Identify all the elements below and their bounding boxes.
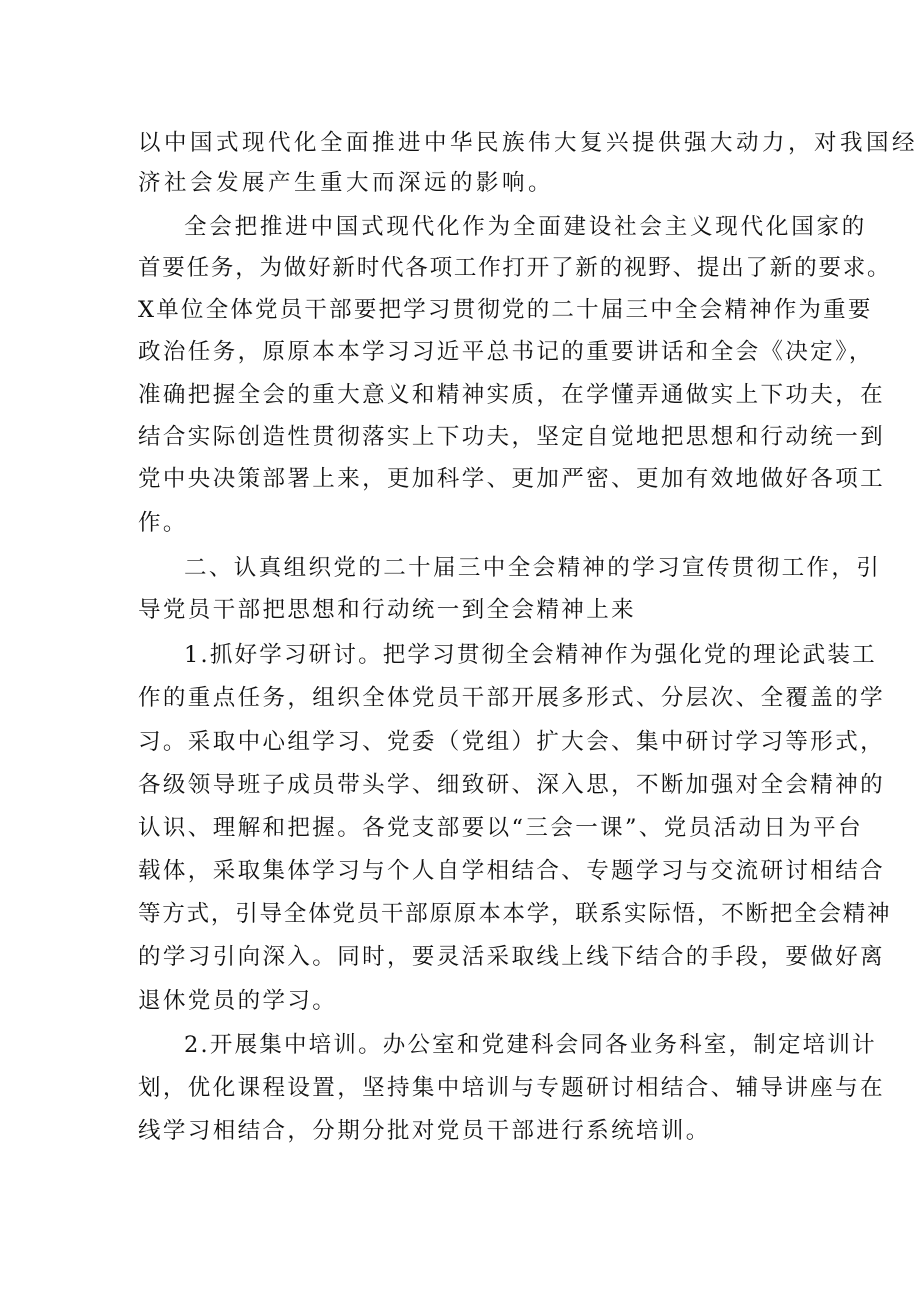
text-line: 退休党员的学习。 [138, 988, 338, 1014]
text-line: 1.抓好学习研讨。把学习贯彻全会精神作为强化党的理论武装工 [184, 642, 877, 668]
text-line: 认识、理解和把握。各党支部要以“三会一课”、党员活动日为平台 [138, 815, 864, 841]
text-line: 2.开展集中培训。办公室和党建科会同各业务科室，制定培训计 [184, 1032, 877, 1058]
text-line: 济社会发展产生重大而深远的影响。 [138, 170, 555, 196]
text-line: 党中央决策部署上来，更加科学、更加严密、更加有效地做好各项工 [138, 466, 886, 492]
text-line: 作。 [138, 510, 188, 536]
text-line: 习。采取中心组学习、党委（党组）扩大会、集中研讨学习等形式， [138, 729, 886, 755]
text-line: 作的重点任务，组织全体党员干部开展多形式、分层次、全覆盖的学 [138, 685, 886, 711]
text-line: 线学习相结合，分期分批对党员干部进行系统培训。 [138, 1118, 711, 1144]
text-line: 准确把握全会的重大意义和精神实质，在学懂弄通做实上下功夫，在 [138, 382, 886, 408]
text-line: 等方式，引导全体党员干部原原本本学，联系实际悟，不断把全会精神 [138, 901, 892, 927]
text-line: 的学习引向深入。同时，要灵活采取线上线下结合的手段，要做好离 [138, 944, 886, 970]
text-line: 以中国式现代化全面推进中华民族伟大复兴提供强大动力，对我国经 [138, 130, 919, 156]
text-line: 载体，采取集体学习与个人自学相结合、专题学习与交流研讨相结合 [138, 858, 886, 884]
text-line: X单位全体党员干部要把学习贯彻党的二十届三中全会精神作为重要 [138, 297, 873, 323]
text-line: 结合实际创造性贯彻落实上下功夫，坚定自觉地把思想和行动统一到 [138, 424, 886, 450]
text-line: 政治任务，原原本本学习习近平总书记的重要讲话和全会《决定》， [138, 339, 874, 365]
text-line: 首要任务，为做好新时代各项工作打开了新的视野、提出了新的要求。 [138, 255, 892, 281]
section-heading-line: 导党员干部把思想和行动统一到全会精神上来 [138, 597, 637, 623]
text-line: 各级领导班子成员带头学、细致研、深入思，不断加强对全会精神的 [138, 772, 886, 798]
text-line: 划，优化课程设置，坚持集中培训与专题研讨相结合、辅导讲座与在 [138, 1075, 886, 1101]
text-line: 全会把推进中国式现代化作为全面建设社会主义现代化国家的 [184, 214, 868, 240]
section-heading-line: 二、认真组织党的二十届三中全会精神的学习宣传贯彻工作，引 [184, 555, 882, 581]
